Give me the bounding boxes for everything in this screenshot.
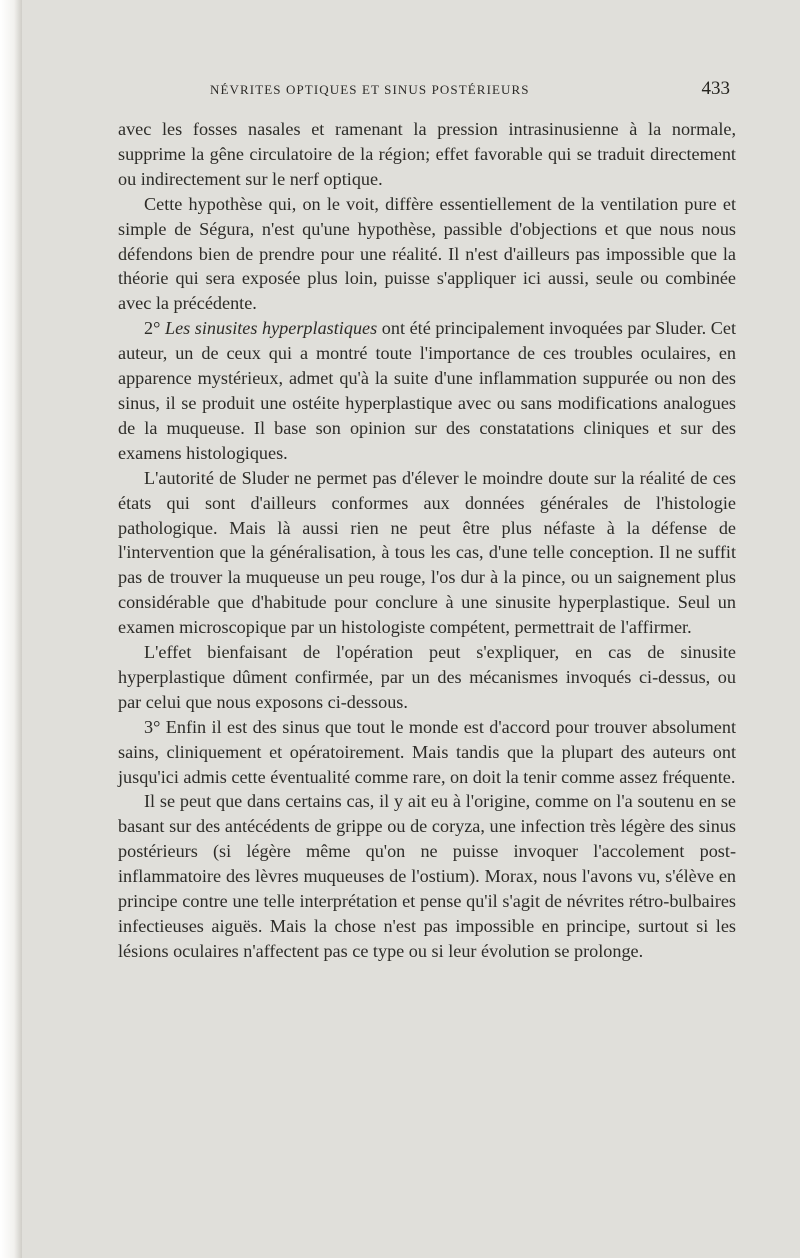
paragraph-hypothesis: Cette hypothèse qui, on le voit, diffère essentiellement de la ventilation pure et simple de Ségura, n'est qu'une hypothèse, passible d'objections et que nous nous défendons bien de prendre pour une réalité. Il n'est d'ailleurs pas impossible que la théorie qui sera exposée plus loin, puisse s'appliquer ici aussi, seule ou combinée avec la précédente. (118, 193, 736, 314)
running-title: NÉVRITES OPTIQUES ET SINUS POSTÉRIEURS (210, 82, 530, 97)
section-number: 2° (144, 318, 165, 339)
scan-edge (0, 0, 22, 1258)
paragraph-infection-origin: Il se peut que dans certains cas, il y ait eu à l'origine, comme on l'a soutenu en se basant sur des antécédents de grippe ou de coryza, une infection très légère des sinus postérieurs (si légère même qu'on ne puisse invoquer l'accolement post-inflammatoire des lèvres muqueuses de l'ostium). Morax, nous l'avons vu, s'élève en principe contre une telle interprétation et pense qu'il s'agit de névrites rétro-bulbaires infectieuses aiguës. Mais la chose n'est pas impossible en principe, surtout si les lésions oculaires n'affectent pas ce type ou si leur évolution se prolonge. (118, 791, 736, 961)
section-heading: Les sinusites hyperplastiques (164, 318, 378, 339)
body-text (118, 117, 736, 964)
page-header (130, 74, 730, 104)
paragraph-beneficial-effect: L'effet bienfaisant de l'opération peut s'expliquer, en cas de sinusite hyperplastique dûment confirmée, par un des mécanismes invoqués ci-dessus, ou par celui que nous exposons ci-dessous. (118, 642, 736, 712)
page-number: 433 (701, 78, 730, 99)
paragraph-sluder-authority: L'autorité de Sluder ne permet pas d'élever le moindre doute sur la réalité de ces états qui sont d'ailleurs conformes aux données générales de l'histologie pathologique. Mais là aussi rien ne peut être plus néfaste à la défense de l'intervention que la généralisation, à tous les cas, d'une telle conception. Il ne suffit pas de trouver la muqueuse un peu rouge, l'os dur à la pince, ou un saignement plus considérable que d'habitude pour conclure à une sinusite hyperplastique. Seul un examen microscopique par un histologiste compétent, permettrait de l'affirmer. (118, 467, 736, 638)
paragraph-healthy-sinuses: 3° Enfin il est des sinus que tout le monde est d'accord pour trouver absolument sains, cliniquement et opératoirement. Mais tandis que la plupart des auteurs ont jusqu'ici admis cette éventualité comme rare, on doit la tenir comme assez fréquente. (118, 716, 736, 787)
paragraph-hyperplastic-sinusitis (118, 316, 736, 465)
paragraph-text: ont été principalement invoquées par Sluder. Cet auteur, un de ceux qui a montré toute l'importance de ces troubles oculaires, en apparence mystérieux, admet qu'à la suite d'une inflammation suppurée ou non des sinus, il se produit une ostéite hyperplastique avec ou sans modifications analogues de la muqueuse. Il base son opinion sur des constatations cliniques et sur des examens histologiques. (118, 318, 736, 463)
paragraph-continuation: avec les fosses nasales et ramenant la pression intrasinusienne à la normale, supprime la gêne circulatoire de la région; effet favorable qui se traduit directement ou indirectement sur le nerf optique. (118, 119, 736, 189)
